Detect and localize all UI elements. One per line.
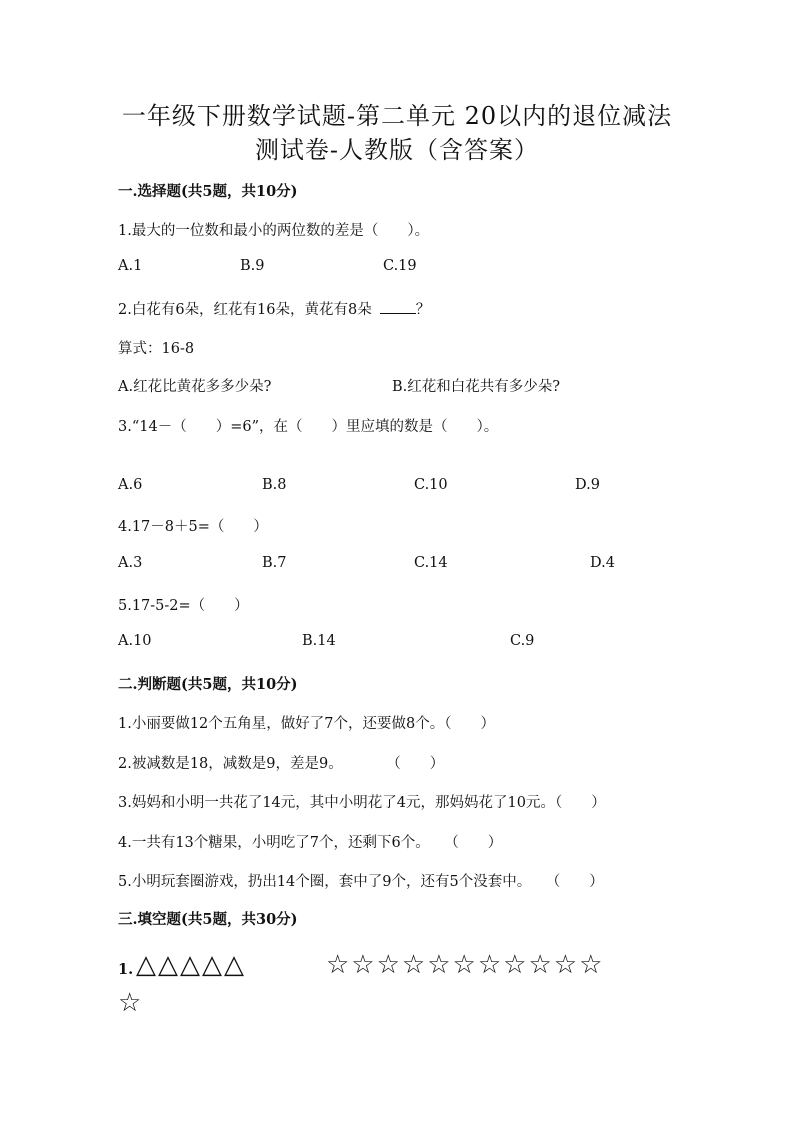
question-stem-end: ？ [415,302,431,318]
triangle-shapes: △△△△△ [136,950,246,980]
option-c: C.9 [510,633,535,649]
option-b: B.9 [240,258,265,274]
question-stem: 4.一共有13个糖果，小明吃了7个，还剩下6个。 （ ） [118,835,503,851]
answer-blank [380,301,416,314]
question-stem-text: 2.白花有6朵，红花有16朵，黄花有8朵 [118,302,372,318]
page-title-line-1: 一年级下册数学试题-第二单元 20以内的退位减法 [121,102,673,130]
question-stem: 3.妈妈和小明一共花了14元，其中小明花了4元，那妈妈花了10元。（ ） [118,795,606,811]
option-a: A.6 [118,477,143,493]
option-a: A.红花比黄花多多少朵? [118,379,272,395]
question-stem: 1.最大的一位数和最小的两位数的差是（ ）。 [118,223,430,239]
question-stem: 2.被减数是18，减数是9，差是9。 （ ） [118,756,445,772]
question-stem: 5.小明玩套圈游戏，扔出14个圈，套中了9个，还有5个没套中。 （ ） [118,874,604,890]
question-stem [118,298,430,319]
question-stem: 1.小丽要做12个五角星，做好了7个，还要做8个。（ ） [118,716,495,732]
option-c: C.19 [383,258,417,274]
option-b: B.7 [262,555,287,571]
question-number: 1. [118,961,134,978]
star-shapes-row-1: ☆☆☆☆☆☆☆☆☆☆☆ [326,950,605,980]
option-d: D.4 [590,555,615,571]
option-a: A.10 [118,633,152,649]
section-heading-judgement: 二.判断题(共5题，共10分) [118,676,298,693]
section-heading-choice: 一.选择题(共5题，共10分) [118,183,298,200]
option-c: C.10 [414,477,448,493]
page-title-line-2: 测试卷-人教版（含答案） [254,136,540,164]
question-formula: 算式：16-8 [118,341,195,357]
option-a: A.3 [118,555,143,571]
option-d: D.9 [575,477,600,493]
option-b: B.红花和白花共有多少朵? [392,379,561,395]
question-stem: 5.17-5-2=（ ） [118,598,249,614]
option-b: B.8 [262,477,287,493]
section-heading-fill: 三.填空题(共5题，共30分) [118,911,298,928]
option-c: C.14 [414,555,448,571]
star-shapes-row-2: ☆ [118,988,144,1018]
question-stem: 4.17－8＋5=（ ） [118,519,268,535]
option-a: A.1 [118,258,143,274]
option-b: B.14 [302,633,336,649]
question-stem: 3.“14－（ ）=6”，在（ ）里应填的数是（ ）。 [118,419,499,435]
